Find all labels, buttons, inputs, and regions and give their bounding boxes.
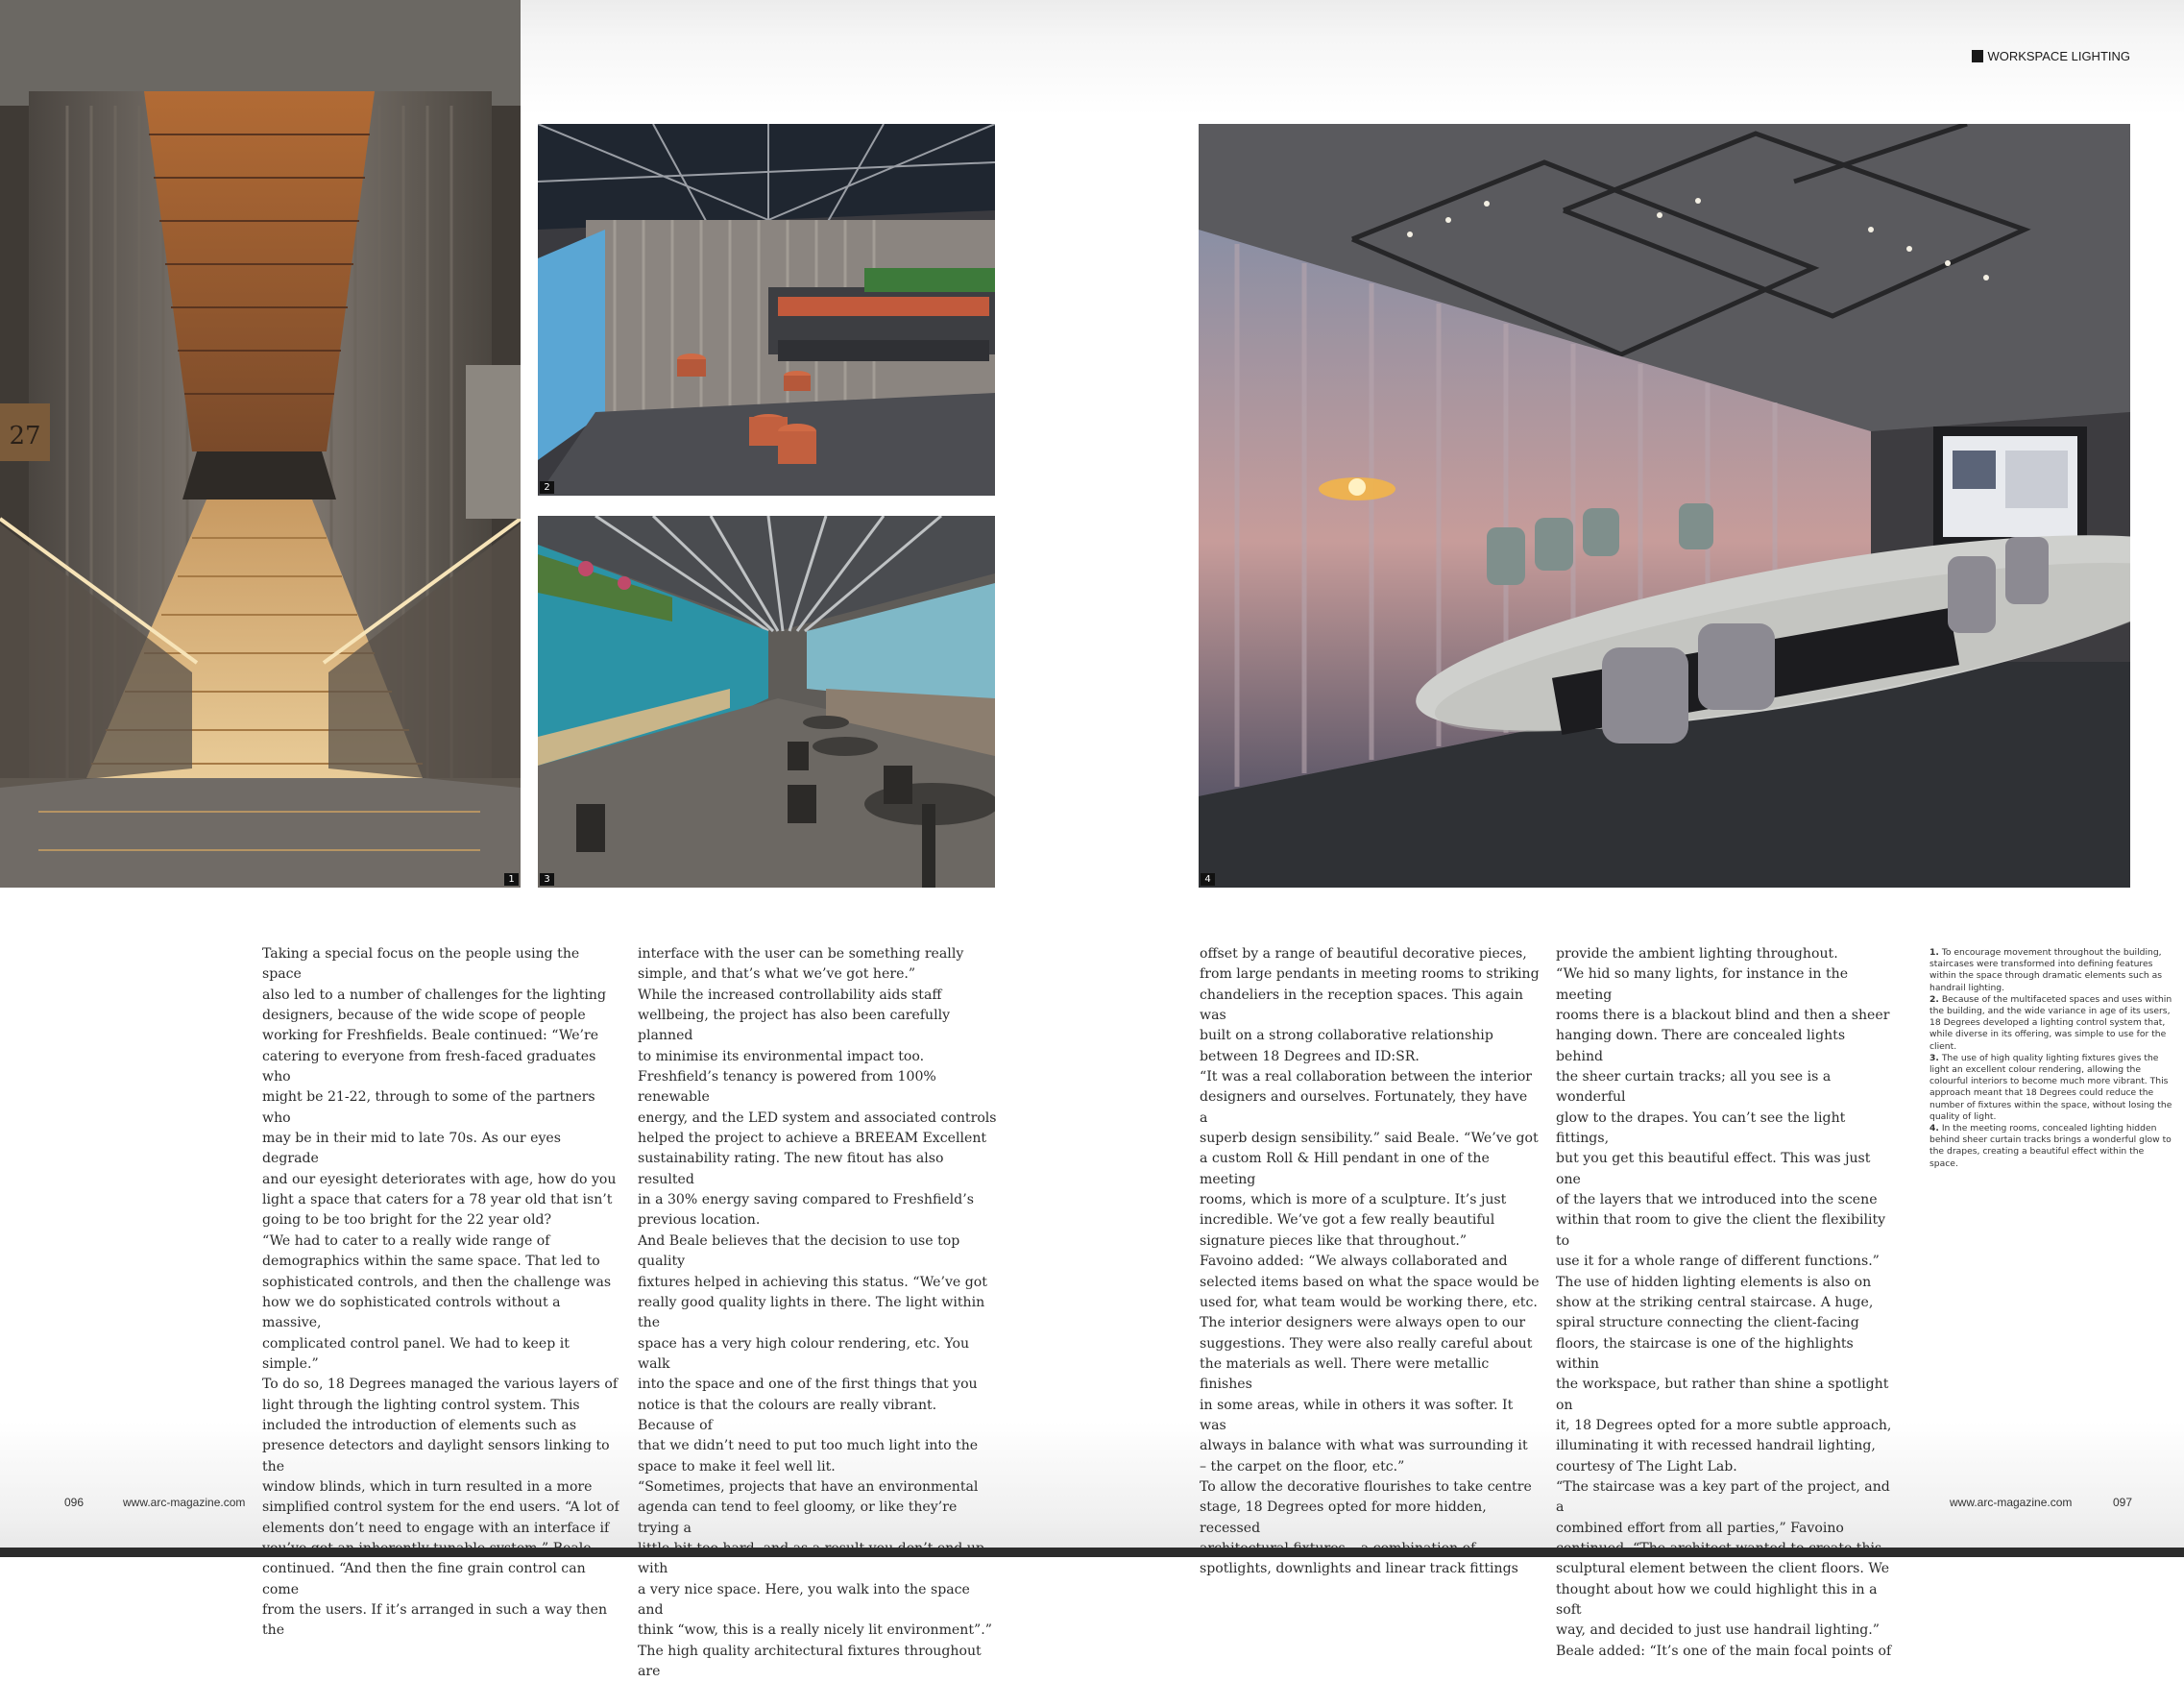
caption-1-number: 1. xyxy=(1929,947,1939,958)
article-line: space has a very high colour rendering, etc. You walk xyxy=(638,1335,970,1372)
article-line: floors, the staircase is one of the highlights within xyxy=(1556,1335,1854,1372)
caption-3-text: The use of high quality lighting fixtures gives the light an excellent colour rendering, allowing the colourful interiors to become much more vibrant. This approach meant that 18 Degrees could reduce the number of fixtures within the space, without losing the quality of light. xyxy=(1929,1052,2172,1122)
caption-2-text: Because of the multifaceted spaces and uses within the building, and the wide variance in age of its users, 18 Degrees developed a lighting control system that, while diverse in its offering, was simple to use for the client. xyxy=(1929,993,2172,1052)
article-line: agenda can tend to feel gloomy, or like they’re trying a xyxy=(638,1499,958,1536)
article-line: included the introduction of elements such as xyxy=(262,1417,577,1433)
article-line: combined effort from all parties,” Favoino xyxy=(1556,1520,1844,1536)
staircase-illustration xyxy=(0,0,521,888)
article-line: previous location. xyxy=(638,1212,761,1229)
article-column-3 xyxy=(1200,944,1540,1580)
article-line: To do so, 18 Degrees managed the various layers of xyxy=(262,1377,619,1393)
caption-3 xyxy=(1929,1053,2172,1123)
article-line: signature pieces like that throughout.” xyxy=(1200,1232,1468,1249)
photo-number-4: 4 xyxy=(1201,873,1215,886)
article-line: may be in their mid to late 70s. As our eyes degrade xyxy=(262,1131,561,1167)
article-line: show at the striking central staircase. A huge, xyxy=(1556,1294,1874,1310)
article-line: notice is that the colours are really vibrant. Because of xyxy=(638,1397,937,1433)
article-line: the materials as well. There were metallic finishes xyxy=(1200,1355,1490,1393)
article-line: to minimise its environmental impact too. xyxy=(638,1048,925,1064)
article-line: rooms there is a blackout blind and then a sheer xyxy=(1556,1008,1890,1024)
floor-sign-text: 27 xyxy=(9,422,41,451)
left-website-link[interactable]: www.arc-magazine.com xyxy=(123,1496,246,1509)
article-line: working for Freshfields. Beale continued: “We’re xyxy=(262,1028,599,1044)
article-line: The high quality architectural fixtures throughout are xyxy=(638,1643,982,1680)
article-line: Favoino added: “We always collaborated and xyxy=(1200,1254,1508,1270)
caption-2-number: 2. xyxy=(1929,993,1939,1005)
article-line: light through the lighting control system. This xyxy=(262,1397,580,1413)
article-line: a very nice space. Here, you walk into the space and xyxy=(638,1581,970,1618)
article-line: illuminating it with recessed handrail lighting, xyxy=(1556,1438,1876,1454)
article-line: window blinds, which in turn resulted in a more xyxy=(262,1478,593,1495)
article-line: used for, what team would be working there, etc. xyxy=(1200,1294,1538,1310)
breakout-room-illustration xyxy=(538,124,995,496)
article-line: And Beale believes that the decision to use top quality xyxy=(638,1232,960,1270)
article-line: with xyxy=(638,1561,668,1577)
article-line: The interior designers were always open to our xyxy=(1200,1315,1526,1331)
article-line: use it for a whole range of different functions.” xyxy=(1556,1254,1880,1270)
article-column-1 xyxy=(262,944,619,1642)
article-line: thought about how we could highlight this in a soft xyxy=(1556,1581,1878,1618)
article-line: incredible. We’ve got a few really beautiful xyxy=(1200,1212,1495,1229)
article-line: it, 18 Degrees opted for a more subtle approach, xyxy=(1556,1417,1892,1433)
article-line: While the increased controllability aids staff xyxy=(638,987,942,1003)
article-line: the sheer curtain tracks; all you see is a wonderful xyxy=(1556,1069,1832,1106)
article-line: demographics within the same space. That led to xyxy=(262,1254,600,1270)
article-line: built on a strong collaborative relationship xyxy=(1200,1028,1493,1044)
article-line: superb design sensibility.” said Beale. “We’ve got xyxy=(1200,1131,1539,1147)
article-line: provide the ambient lighting throughout. xyxy=(1556,946,1838,962)
article-line: spotlights, downlights and linear track fittings xyxy=(1200,1561,1518,1577)
article-line: from the users. If it’s arranged in such a way then the xyxy=(262,1602,608,1639)
article-line: courtesy of The Light Lab. xyxy=(1556,1458,1737,1475)
article-line: spiral structure connecting the client-facing xyxy=(1556,1315,1859,1331)
caption-4-text: In the meeting rooms, concealed lighting hidden behind sheer curtain tracks brings a wonderful glow to the drapes, creating a beautiful effect within the space. xyxy=(1929,1123,2172,1169)
article-line: and our eyesight deteriorates with age, how do you xyxy=(262,1171,617,1187)
article-line: might be 21-22, through to some of the partners who xyxy=(262,1089,595,1126)
article-line: rooms, which is more of a sculpture. It’s just xyxy=(1200,1192,1507,1208)
article-line: how we do sophisticated controls without a massive, xyxy=(262,1294,561,1331)
caption-1 xyxy=(1929,947,2172,994)
article-line: always in balance with what was surrounding it xyxy=(1200,1438,1528,1454)
article-line: elements don’t need to engage with an interface if xyxy=(262,1520,610,1536)
meeting-room-photo xyxy=(1199,124,2130,888)
article-line: sculptural element between the client floors. We xyxy=(1556,1561,1890,1577)
meeting-room-illustration xyxy=(1199,124,2130,888)
article-line: hanging down. There are concealed lights behind xyxy=(1556,1028,1846,1064)
article-line: helped the project to achieve a BREEAM Excellent xyxy=(638,1131,987,1147)
caption-1-text: To encourage movement throughout the building, staircases were transformed into defining features within the space through dramatic elements such as handrail lighting. xyxy=(1929,947,2163,993)
caption-4 xyxy=(1929,1123,2172,1170)
cafe-seating-illustration xyxy=(538,516,995,888)
article-line: energy, and the LED system and associated controls xyxy=(638,1109,997,1126)
article-line: Beale added: “It’s one of the main focal points of xyxy=(1556,1643,1892,1659)
article-line: continued. “And then the fine grain control can come xyxy=(262,1561,586,1597)
photo-number-3: 3 xyxy=(540,873,554,886)
article-line: “Sometimes, projects that have an environmental xyxy=(638,1478,979,1495)
article-line: fixtures helped in achieving this status. “We’ve got xyxy=(638,1274,987,1290)
article-line: but you get this beautiful effect. This was just one xyxy=(1556,1151,1871,1187)
article-line: Taking a special focus on the people using the space xyxy=(262,946,580,983)
article-line: think “wow, this is a really nicely lit environment”.” xyxy=(638,1622,992,1639)
section-label-text: WORKSPACE LIGHTING xyxy=(1987,48,2130,63)
article-line: designers, because of the wide scope of people xyxy=(262,1008,586,1024)
article-line: interface with the user can be something really xyxy=(638,946,964,962)
article-line: space to make it feel well lit. xyxy=(638,1458,836,1475)
article-line: Freshfield’s tenancy is powered from 100% renewable xyxy=(638,1069,936,1106)
article-line: from large pendants in meeting rooms to striking xyxy=(1200,966,1540,983)
right-page-number: 097 xyxy=(2113,1496,2133,1509)
article-line: To allow the decorative flourishes to take centre xyxy=(1200,1478,1532,1495)
photo-number-1: 1 xyxy=(504,873,519,886)
article-line: going to be too bright for the 22 year old? xyxy=(262,1212,552,1229)
article-line: simple, and that’s what we’ve got here.” xyxy=(638,966,916,983)
left-page-number: 096 xyxy=(64,1496,85,1509)
article-line: simplified control system for the end users. “A lot of xyxy=(262,1499,619,1516)
article-line: way, and decided to just use handrail lighting.” xyxy=(1556,1622,1880,1639)
article-line: suggestions. They were also really careful about xyxy=(1200,1335,1533,1352)
article-line: light a space that caters for a 78 year old that isn’t xyxy=(262,1192,613,1208)
article-line: complicated control panel. We had to keep it simple.” xyxy=(262,1335,570,1372)
article-line: into the space and one of the first things that you xyxy=(638,1377,978,1393)
photo-captions xyxy=(1929,947,2172,1170)
caption-4-number: 4. xyxy=(1929,1123,1939,1134)
article-line: “The staircase was a key part of the project, and a xyxy=(1556,1478,1890,1516)
cafe-seating-photo xyxy=(538,516,995,888)
photo-number-2: 2 xyxy=(540,481,554,494)
caption-2 xyxy=(1929,994,2172,1053)
article-line: “It was a real collaboration between the interior xyxy=(1200,1069,1533,1085)
article-line: sophisticated controls, and then the challenge was xyxy=(262,1274,612,1290)
article-line: “We hid so many lights, for instance in the meeting xyxy=(1556,966,1849,1003)
article-line: sustainability rating. The new fitout has also resulted xyxy=(638,1151,944,1187)
article-line: presence detectors and daylight sensors linking to the xyxy=(262,1438,610,1475)
article-line: designers and ourselves. Fortunately, they have a xyxy=(1200,1089,1528,1126)
article-line: really good quality lights in there. The light within the xyxy=(638,1294,985,1331)
article-line: in a 30% energy saving compared to Freshfield’s xyxy=(638,1192,974,1208)
article-line: a custom Roll & Hill pendant in one of the meeting xyxy=(1200,1151,1490,1187)
article-column-2 xyxy=(638,944,997,1682)
article-line: that we didn’t need to put too much light into the xyxy=(638,1438,979,1454)
article-line: glow to the drapes. You can’t see the light fittings, xyxy=(1556,1109,1846,1147)
article-line: in some areas, while in others it was softer. It was xyxy=(1200,1397,1514,1433)
right-website-link[interactable]: www.arc-magazine.com xyxy=(1950,1496,2073,1509)
article-line: selected items based on what the space would be xyxy=(1200,1274,1540,1290)
section-label xyxy=(1972,47,2130,64)
article-line: between 18 Degrees and ID:SR. xyxy=(1200,1048,1420,1064)
bottom-bar xyxy=(0,1548,2184,1557)
breakout-room-photo xyxy=(538,124,995,496)
article-line: The use of hidden lighting elements is also on xyxy=(1556,1274,1872,1290)
article-line: chandeliers in the reception spaces. This again was xyxy=(1200,987,1523,1024)
article-line: offset by a range of beautiful decorative pieces, xyxy=(1200,946,1527,962)
article-line: of the layers that we introduced into the scene xyxy=(1556,1192,1878,1208)
article-line: wellbeing, the project has also been carefully planned xyxy=(638,1008,951,1044)
article-line: catering to everyone from fresh-faced graduates who xyxy=(262,1048,596,1085)
article-line: within that room to give the client the flexibility to xyxy=(1556,1212,1886,1249)
section-square-icon xyxy=(1972,50,1983,62)
article-line: stage, 18 Degrees opted for more hidden, recessed xyxy=(1200,1499,1487,1536)
staircase-photo xyxy=(0,0,521,888)
article-line: also led to a number of challenges for the lighting xyxy=(262,987,606,1003)
article-line: – the carpet on the floor, etc.” xyxy=(1200,1458,1405,1475)
caption-3-number: 3. xyxy=(1929,1052,1939,1063)
article-line: “We had to cater to a really wide range of xyxy=(262,1232,550,1249)
article-line: the workspace, but rather than shine a spotlight on xyxy=(1556,1377,1889,1413)
